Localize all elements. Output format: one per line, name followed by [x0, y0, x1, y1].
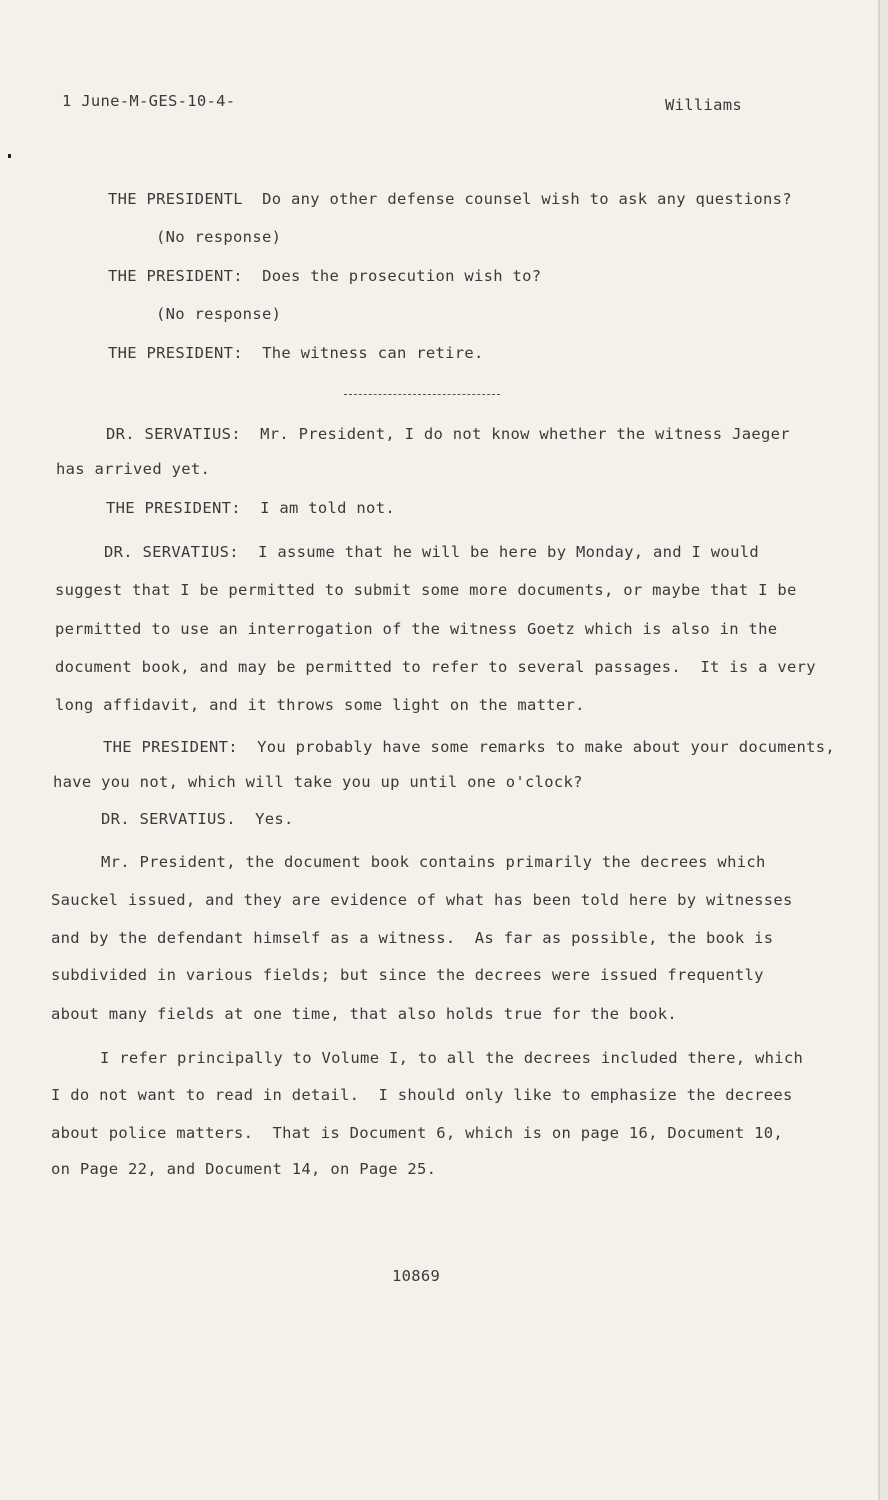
transcript-line: has arrived yet. [56, 460, 211, 478]
transcript-line: THE PRESIDENT: You probably have some remarks to make about your documents, [103, 738, 836, 756]
transcript-line: Sauckel issued, and they are evidence of what has been told here by witnesses [51, 891, 793, 909]
transcript-line: DR. SERVATIUS: Mr. President, I do not know whether the witness Jaeger [106, 425, 790, 443]
transcript-line: THE PRESIDENTL Do any other defense counsel wish to ask any questions? [108, 190, 792, 208]
transcript-line: document book, and may be permitted to refer to several passages. It is a very [55, 658, 816, 676]
transcript-line: about police matters. That is Document 6, which is on page 16, Document 10, [51, 1124, 784, 1142]
stray-mark [8, 154, 11, 158]
transcript-line: (No response) [156, 305, 282, 323]
transcript-line: I refer principally to Volume I, to all the decrees included there, which [100, 1049, 804, 1067]
transcript-line: DR. SERVATIUS: I assume that he will be here by Monday, and I would [104, 543, 759, 561]
transcript-line: THE PRESIDENT: The witness can retire. [108, 344, 484, 362]
transcript-line: THE PRESIDENT: Does the prosecution wish to? [108, 267, 542, 285]
transcript-line: about many fields at one time, that also holds true for the book. [51, 1005, 678, 1023]
transcript-line: (No response) [156, 228, 282, 246]
reporter-name: Williams [665, 96, 743, 114]
transcript-line: subdivided in various fields; but since the decrees were issued frequently [51, 966, 764, 984]
transcript-line: Mr. President, the document book contains primarily the decrees which [101, 853, 766, 871]
transcript-line: and by the defendant himself as a witness. As far as possible, the book is [51, 929, 774, 947]
transcript-line: on Page 22, and Document 14, on Page 25. [51, 1160, 437, 1178]
section-separator [344, 394, 500, 395]
transcript-line: I do not want to read in detail. I should only like to emphasize the decrees [51, 1086, 793, 1104]
transcript-line: suggest that I be permitted to submit some more documents, or maybe that I be [55, 581, 797, 599]
page-number: 10869 [392, 1267, 441, 1285]
transcript-line: have you not, which will take you up until one o'clock? [53, 773, 583, 791]
transcript-line: long affidavit, and it throws some light on the matter. [55, 696, 585, 714]
transcript-line: permitted to use an interrogation of the witness Goetz which is also in the [55, 620, 778, 638]
transcript-line: DR. SERVATIUS. Yes. [101, 810, 294, 828]
document-reference: 1 June-M-GES-10-4- [62, 92, 236, 110]
transcript-line: THE PRESIDENT: I am told not. [106, 499, 395, 517]
